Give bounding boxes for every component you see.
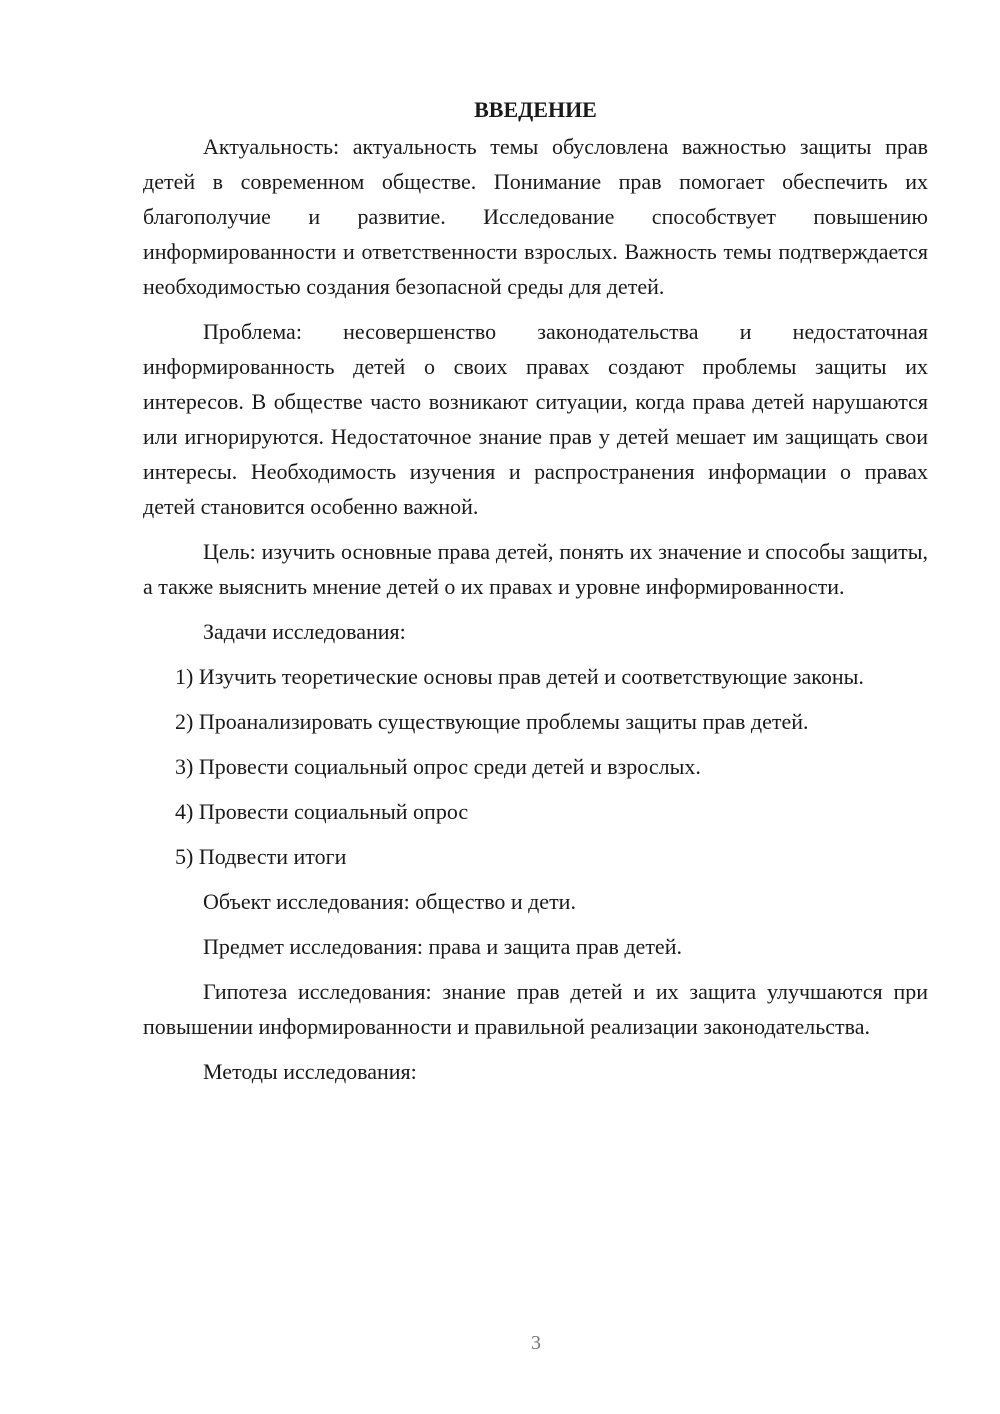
task-item-3: 3) Провести социальный опрос среди детей и взрослых. bbox=[175, 754, 701, 779]
methods-heading: Методы исследования: bbox=[203, 1059, 417, 1084]
object-paragraph: Объект исследования: общество и дети. bbox=[203, 889, 576, 914]
document-page bbox=[143, 92, 928, 1099]
problem-paragraph: Проблема: несовершенство законодательства и недостаточная информированность детей о своих правах создают проблемы защиты их интересов. В обществе часто возникают ситуации, когда права детей нарушаются или игнорируются. Недостаточное знание прав у детей мешает им защищать свои интересы. Необходимость изучения и распространения информации о правах детей становится особенно важной. bbox=[143, 319, 928, 519]
page-title: ВВЕДЕНИЕ bbox=[474, 97, 597, 122]
task-item-4: 4) Провести социальный опрос bbox=[175, 799, 469, 824]
page-number: 3 bbox=[531, 1332, 541, 1354]
subject-paragraph: Предмет исследования: права и защита прав детей. bbox=[203, 934, 682, 959]
relevance-paragraph: Актуальность: актуальность темы обусловлена важностью защиты прав детей в современном обществе. Понимание прав помогает обеспечить их благополучие и развитие. Исследование способствует повышению информированности и ответственности взрослых. Важность темы подтверждается необходимостью создания безопасной среды для детей. bbox=[143, 134, 928, 299]
task-item-2: 2) Проанализировать существующие проблемы защиты прав детей. bbox=[175, 709, 809, 734]
hypothesis-paragraph: Гипотеза исследования: знание прав детей и их защита улучшаются при повышении информированности и правильной реализации законодательства. bbox=[143, 979, 928, 1039]
task-item-1: 1) Изучить теоретические основы прав детей и соответствующие законы. bbox=[175, 664, 864, 689]
task-item-5: 5) Подвести итоги bbox=[175, 844, 347, 869]
goal-paragraph: Цель: изучить основные права детей, понять их значение и способы защиты, а также выяснить мнение детей о их правах и уровне информированности. bbox=[143, 539, 928, 599]
tasks-heading: Задачи исследования: bbox=[203, 619, 406, 644]
